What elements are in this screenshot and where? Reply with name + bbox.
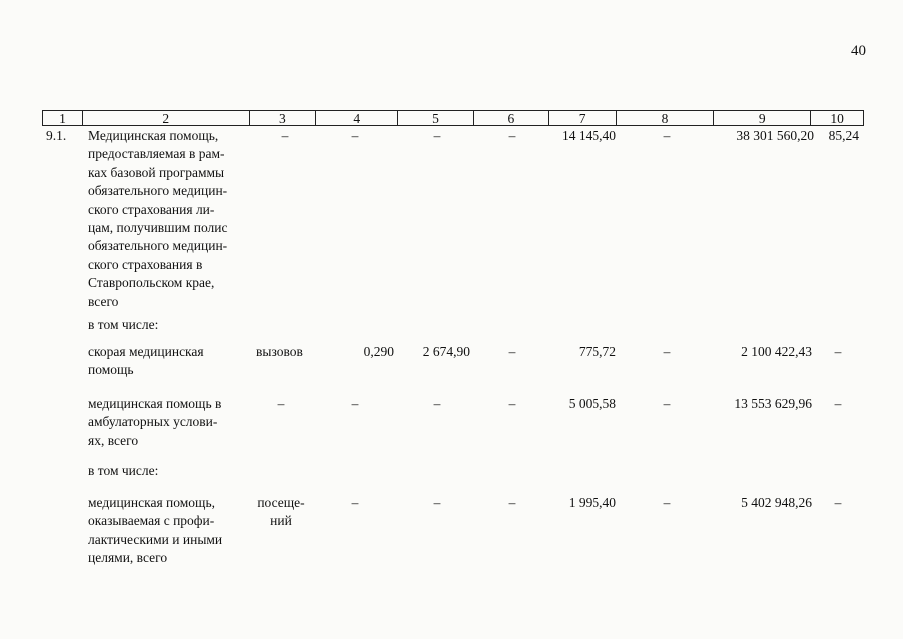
cell-col5: – (433, 128, 441, 143)
row-description: скорая медицинская помощь (88, 344, 204, 378)
subheading: в том числе: (88, 317, 159, 332)
cell-col3: вызовов (256, 344, 303, 359)
cell-col10: – (834, 396, 842, 411)
cell-col4: – (351, 396, 359, 411)
header-cell: 5 (398, 111, 474, 125)
row-description: Медицинская помощь, предоставляемая в рам- ках базовой программы обязательного медицин- ского страхования ли- цам, получившим полис обязательного медицин- ского страхования в Ставропольском крае, всего (88, 128, 228, 309)
cell-col9: 2 100 422,43 (741, 344, 812, 359)
cell-col8: – (663, 495, 671, 510)
row-number: 9.1. (46, 128, 67, 143)
cell-col5: 2 674,90 (422, 344, 470, 359)
cell-col5: – (433, 495, 441, 510)
subheading: в том числе: (88, 463, 159, 478)
cell-col9: 38 301 560,20 (736, 128, 814, 143)
cell-col3: – (277, 396, 285, 411)
cell-col8: – (663, 128, 671, 143)
cell-col7: 14 145,40 (562, 128, 616, 143)
header-cell: 1 (43, 111, 83, 125)
cell-col4: 0,290 (363, 344, 394, 359)
cell-col7: 1 995,40 (568, 495, 616, 510)
header-cell: 10 (830, 111, 844, 126)
cell-col8: – (663, 344, 671, 359)
cell-col3: – (281, 128, 289, 143)
cell-col6: – (508, 495, 516, 510)
cell-col8: – (663, 396, 671, 411)
header-cell: 9 (714, 111, 811, 125)
header-cell: 4 (316, 111, 398, 125)
header-cell: 6 (474, 111, 549, 125)
page-number: 40 (851, 43, 866, 59)
cell-col7: 5 005,58 (568, 396, 616, 411)
cell-col6: – (508, 128, 516, 143)
table-header (42, 110, 864, 126)
row-description: медицинская помощь в амбулаторных услови- ях, всего (88, 396, 222, 448)
cell-col10: – (834, 495, 842, 510)
cell-col4: – (351, 495, 359, 510)
header-cell: 3 (250, 111, 317, 125)
cell-col10: 85,24 (828, 128, 859, 143)
cell-col5: – (433, 396, 441, 411)
cell-col3: посеще- ний (257, 495, 305, 529)
cell-col4: – (351, 128, 359, 143)
cell-col10: – (834, 344, 842, 359)
cell-col9: 5 402 948,26 (741, 495, 812, 510)
cell-col7: 775,72 (578, 344, 616, 359)
header-cell: 7 (549, 111, 617, 125)
header-cell: 2 (83, 111, 250, 125)
row-description: медицинская помощь, оказываемая с профи- лактическими и иными целями, всего (88, 495, 223, 566)
cell-col9: 13 553 629,96 (734, 396, 812, 411)
cell-col6: – (508, 396, 516, 411)
cell-col6: – (508, 344, 516, 359)
header-cell: 8 (617, 111, 715, 125)
